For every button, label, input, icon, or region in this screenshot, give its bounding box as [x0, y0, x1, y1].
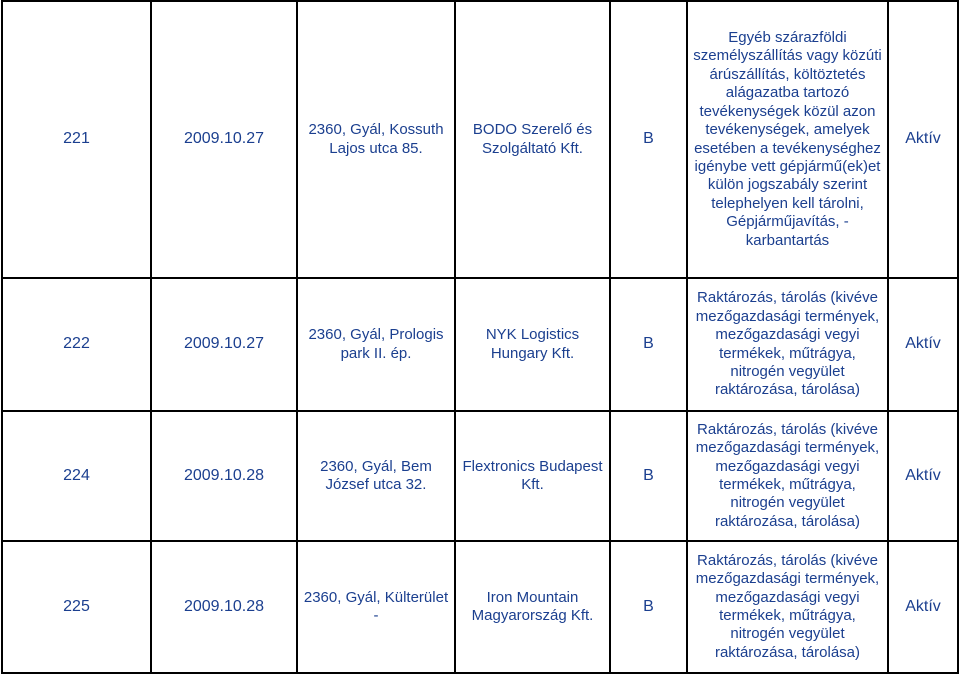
cell-activity: Raktározás, tárolás (kivéve mezőgazdasági termények, mezőgazdasági vegyi termékek, műtrágya, nitrogén vegyület raktározása, tárolása): [687, 278, 888, 411]
cell-status: Aktív: [888, 1, 958, 278]
cell-address: 2360, Gyál, Kossuth Lajos utca 85.: [297, 1, 455, 278]
table-row: [2, 278, 958, 411]
cell-date: 2009.10.28: [151, 411, 297, 541]
cell-id: 225: [2, 541, 151, 673]
cell-address: 2360, Gyál, Bem József utca 32.: [297, 411, 455, 541]
cell-id: 222: [2, 278, 151, 411]
table-row: [2, 411, 958, 541]
cell-activity: Raktározás, tárolás (kivéve mezőgazdasági termények, mezőgazdasági vegyi termékek, műtrágya, nitrogén vegyület raktározása, tárolása): [687, 411, 888, 541]
cell-activity: Egyéb szárazföldi személyszállítás vagy közúti árúszállítás, költöztetés alágazatba tartozó tevékenységek közül azon tevékenységek, amelyek esetében a tevékenységhez igénybe vett gépjármű(ek)et külön jogszabály szerint telephelyen kell tárolni, Gépjárműjavítás, -karbantartás: [687, 1, 888, 278]
registry-table-container: [1, 0, 959, 674]
cell-company: Iron Mountain Magyarország Kft.: [455, 541, 610, 673]
cell-company: BODO Szerelő és Szolgáltató Kft.: [455, 1, 610, 278]
cell-category: B: [610, 278, 687, 411]
cell-date: 2009.10.28: [151, 541, 297, 673]
cell-company: NYK Logistics Hungary Kft.: [455, 278, 610, 411]
cell-status: Aktív: [888, 541, 958, 673]
cell-id: 224: [2, 411, 151, 541]
cell-activity: Raktározás, tárolás (kivéve mezőgazdasági termények, mezőgazdasági vegyi termékek, műtrágya, nitrogén vegyület raktározása, tárolása): [687, 541, 888, 673]
cell-address: 2360, Gyál, Prologis park II. ép.: [297, 278, 455, 411]
registry-table: [1, 0, 959, 674]
table-row: [2, 541, 958, 673]
cell-category: B: [610, 541, 687, 673]
cell-date: 2009.10.27: [151, 278, 297, 411]
cell-id: 221: [2, 1, 151, 278]
table-row: [2, 1, 958, 278]
cell-status: Aktív: [888, 411, 958, 541]
cell-date: 2009.10.27: [151, 1, 297, 278]
cell-company: Flextronics Budapest Kft.: [455, 411, 610, 541]
cell-address: 2360, Gyál, Külterület -: [297, 541, 455, 673]
cell-category: B: [610, 411, 687, 541]
cell-category: B: [610, 1, 687, 278]
cell-status: Aktív: [888, 278, 958, 411]
